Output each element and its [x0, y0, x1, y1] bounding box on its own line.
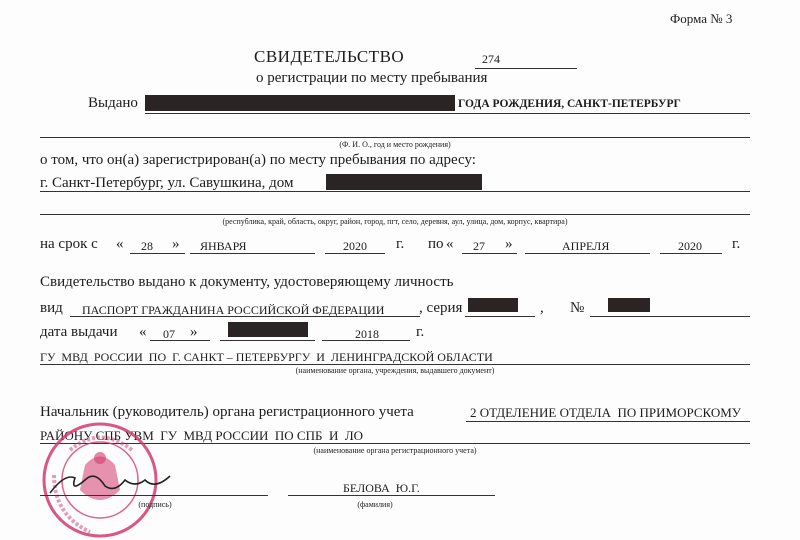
document-issuer: ГУ МВД РОССИИ ПО Г. САНКТ – ПЕТЕРБУРГУ И ЛЕНИНГРАДСКОЙ ОБЛАСТИ: [40, 350, 493, 364]
authority-value-line2: РАЙОНУ СПБ УВМ ГУ МВД РОССИИ ПО СПБ И ЛО: [40, 428, 364, 443]
authority-label: Начальник (руководитель) органа регистрационного учета: [40, 404, 414, 420]
redacted-number: [608, 298, 650, 312]
issue-date-label: дата выдачи: [40, 324, 118, 340]
quote: »: [190, 324, 198, 340]
address-caption: (республика, край, область, округ, район, город, пгт, село, деревня, аул, улица, дом, корпус, квартира): [222, 217, 568, 226]
period-label: на срок с: [40, 236, 98, 252]
issued-to-birth-info: ГОДА РОЖДЕНИЯ, САНКТ-ПЕТЕРБУРГ: [458, 98, 681, 110]
to-label: по: [428, 236, 444, 252]
to-day: 27: [473, 239, 485, 253]
document-type-label: вид: [40, 300, 63, 316]
handwritten-signature: [45, 468, 185, 498]
issue-year: 2018: [355, 327, 379, 341]
address-value: г. Санкт-Петербург, ул. Савушкина, дом: [40, 175, 294, 191]
issuer-caption: (наименование органа, учреждения, выдавшего документ): [295, 366, 495, 375]
from-year: 2020: [343, 239, 367, 253]
authority-value-line1: 2 ОТДЕЛЕНИЕ ОТДЕЛА ПО ПРИМОРСКОМУ: [470, 405, 742, 420]
official-surname: БЕЛОВА Ю.Г.: [343, 481, 420, 495]
from-day: 28: [141, 239, 153, 253]
series-label: , серия: [419, 300, 463, 316]
document-title: СВИДЕТЕЛЬСТВО: [254, 47, 405, 66]
year-suffix: г.: [416, 324, 425, 340]
number-label: №: [570, 300, 585, 316]
quote: »: [172, 236, 180, 252]
year-suffix: г.: [396, 236, 405, 252]
signature-caption: (подпись): [138, 500, 172, 509]
quote: «: [446, 236, 454, 252]
document-subtitle: о регистрации по месту пребывания: [256, 70, 488, 86]
redacted-series: [468, 298, 518, 312]
from-month: ЯНВАРЯ: [200, 239, 247, 253]
to-year: 2020: [678, 239, 702, 253]
document-statement: Свидетельство выдано к документу, удостоверяющему личность: [40, 274, 454, 290]
year-suffix: г.: [732, 236, 741, 252]
comma: ,: [540, 300, 544, 316]
quote: «: [116, 236, 124, 252]
name-caption: (Ф. И. О., год и место рождения): [339, 140, 451, 149]
certificate-number: 274: [482, 52, 500, 66]
issue-day: 07: [163, 327, 175, 341]
redacted-name: [145, 95, 455, 111]
redacted-issue-month: [228, 322, 308, 337]
surname-caption: (фамилия): [357, 500, 393, 509]
quote: »: [505, 236, 513, 252]
address-statement: о том, что он(а) зарегистрирован(а) по месту пребывания по адресу:: [40, 152, 476, 168]
issued-to-label: Выдано: [88, 95, 138, 111]
quote: «: [139, 324, 147, 340]
document-type: ПАСПОРТ ГРАЖДАНИНА РОССИЙСКОЙ ФЕДЕРАЦИИ: [82, 303, 385, 317]
redacted-address: [326, 174, 482, 190]
form-number: Форма № 3: [670, 11, 733, 26]
authority-caption: (наименование органа регистрационного учета): [313, 446, 477, 455]
to-month: АПРЕЛЯ: [562, 239, 610, 253]
